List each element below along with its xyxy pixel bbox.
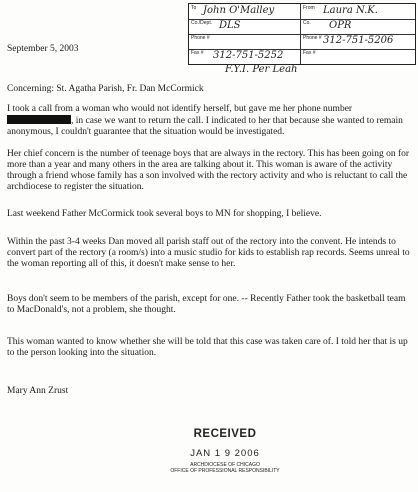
paragraph-4: Within the past 3-4 weeks Dan moved all parish staff out of the rectory into the convent. He intends to convert part of the rectory (a room/s) into a music studio for kids to establish rap records. Seems unreal to the woman reporting all of this, it doesn't make sense to her. xyxy=(7,237,410,269)
phone-label: Phone # xyxy=(191,35,210,41)
paragraph-3: Last weekend Father McCormick took several boys to MN for shopping, I believe. xyxy=(7,209,322,219)
fax-note-row-to xyxy=(189,4,415,20)
fax-value: 312-751-5252 xyxy=(213,50,284,61)
to-label: To xyxy=(191,5,197,11)
co-value: OPR xyxy=(329,20,352,31)
received-stamp xyxy=(150,428,300,474)
paragraph-1-part-a: I took a call from a woman who would not identify herself, but gave me her phone number xyxy=(7,104,353,114)
stamp-received: RECEIVED xyxy=(193,428,257,440)
fax-note-row-dept xyxy=(189,19,415,35)
from-value: Laura N.K. xyxy=(323,5,378,16)
stamp-date: JAN 1 9 2006 xyxy=(190,448,260,459)
codept-label: Co./Dept. xyxy=(191,20,213,26)
fax-note-row-phone xyxy=(189,34,415,50)
paragraph-2: Her chief concern is the number of teenage boys that are always in the rectory. This has been going on for more than a year and many others in the area are talking about it. This woman is aware of the activity through a friend whose family has a son involved with the rectory activity and who is reluctant to call the archdiocese to register the situation. xyxy=(7,149,410,192)
phone2-label: Phone # xyxy=(303,35,322,41)
redaction-bar xyxy=(7,115,71,124)
stamp-org-line-2: OFFICE OF PROFESSIONAL RESPONSIBILITY xyxy=(170,468,280,474)
fax-label: Fax # xyxy=(191,50,204,56)
letter-date: September 5, 2003 xyxy=(7,44,79,54)
phone2-value: 312-751-5206 xyxy=(323,35,394,46)
paragraph-5: Boys don't seem to be members of the parish, except for one. -- Recently Father took the basketball team to MacDonald's, not a problem, she thought. xyxy=(7,294,406,315)
paragraph-1 xyxy=(7,104,413,138)
to-value: John O'Malley xyxy=(203,5,275,16)
codept-value: DLS xyxy=(219,20,241,31)
paragraph-1-part-b: , in case we want to return the call. I indicated to her that because she wanted to remain anonymous, I couldn't guarantee that the situation would be investigated. xyxy=(7,116,403,137)
fax2-label: Fax # xyxy=(303,50,316,56)
paragraph-6: This woman wanted to know whether she will be told that this case was taken care of. I told her that is up to the person looking into the situation. xyxy=(7,337,408,358)
fax-routing-note xyxy=(188,3,416,65)
fax-note-row-fax xyxy=(189,49,415,64)
concerning-line: Concerning: St. Agatha Parish, Fr. Dan McCormick xyxy=(7,84,204,94)
stamp-org xyxy=(150,462,300,474)
signature-name: Mary Ann Zrust xyxy=(7,386,69,396)
stamp-org-line-1: ARCHDIOCESE OF CHICAGO xyxy=(190,462,260,468)
co-label: Co. xyxy=(303,20,311,26)
fyi-note: F.Y.I. Per Leah xyxy=(225,64,298,75)
from-label: From xyxy=(303,5,315,11)
